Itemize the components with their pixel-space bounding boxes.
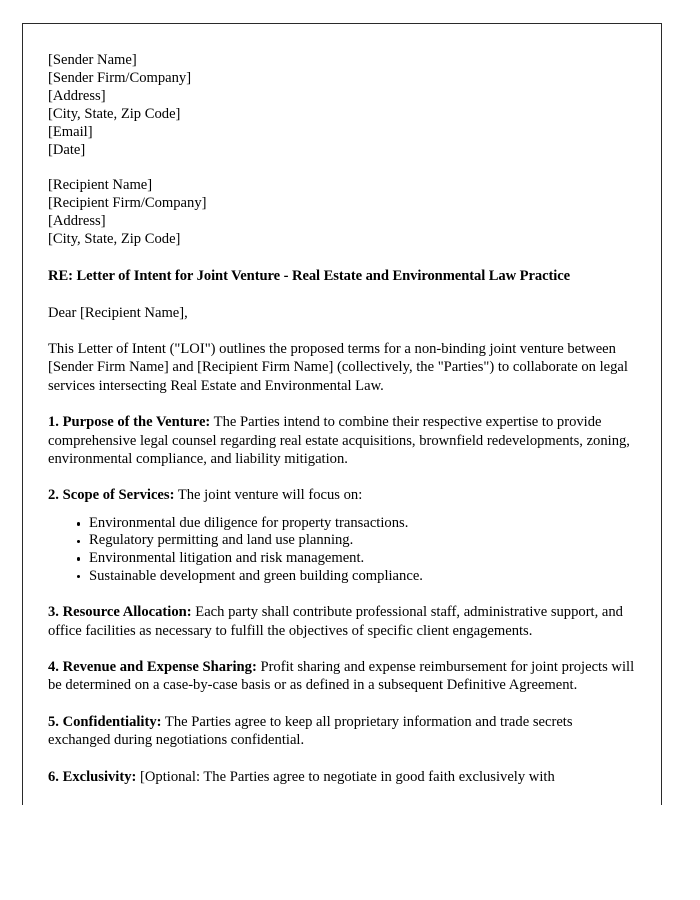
list-item: Environmental litigation and risk management.	[89, 550, 637, 568]
sender-city-state-zip: [City, State, Zip Code]	[48, 106, 181, 123]
section-5-body: The Parties agree to keep all proprietary information and trade secrets exchanged during negotiations confidential.	[48, 713, 573, 749]
sender-name: [Sender Name]	[48, 52, 137, 68]
section-2-heading: 2. Scope of Services:	[48, 487, 175, 504]
scope-of-services-list	[48, 515, 637, 585]
salutation: Dear [Recipient Name],	[48, 304, 188, 321]
section-1-heading: 1. Purpose of the Venture:	[48, 414, 211, 431]
section-scope-of-services	[48, 486, 637, 504]
list-item: Regulatory permitting and land use planning.	[89, 532, 637, 550]
recipient-name: [Recipient Name]	[48, 176, 153, 193]
sender-address-block	[48, 51, 637, 160]
section-4-body: Profit sharing and expense reimbursement for joint projects will be determined on a case-by-case basis or as defined in a subsequent Definitive Agreement.	[48, 658, 635, 694]
section-3-body: Each party shall contribute professional staff, administrative support, and office facilities as necessary to fulfill the objectives of specific client engagements.	[48, 604, 623, 639]
address-block-spacer	[48, 160, 637, 176]
section-confidentiality	[48, 713, 637, 750]
section-6-heading: 6. Exclusivity:	[48, 768, 137, 785]
recipient-firm: [Recipient Firm/Company]	[48, 194, 207, 211]
sender-email: [Email]	[48, 124, 93, 141]
section-4-heading: 4. Revenue and Expense Sharing:	[48, 658, 257, 675]
section-exclusivity	[48, 768, 637, 786]
document-page	[22, 23, 662, 805]
letter-date: [Date]	[48, 142, 86, 159]
subject-line: RE: Letter of Intent for Joint Venture - Real Estate and Environmental Law Practice	[48, 267, 571, 284]
section-resource-allocation	[48, 603, 637, 640]
recipient-address: [Address]	[48, 212, 106, 229]
section-1-body: The Parties intend to combine their respective expertise to provide comprehensive legal counsel regarding real estate acquisitions, brownfield redevelopments, zoning, environmental compliance, and liability mitigation.	[48, 414, 630, 467]
document-content	[23, 24, 661, 786]
list-item: Sustainable development and green building compliance.	[89, 568, 637, 586]
section-3-heading: 3. Resource Allocation:	[48, 604, 192, 621]
recipient-address-block	[48, 176, 637, 248]
sender-address: [Address]	[48, 88, 106, 105]
recipient-city-state-zip: [City, State, Zip Code]	[48, 230, 181, 247]
list-item: Environmental due diligence for property transactions.	[89, 515, 637, 533]
section-purpose-of-the-venture	[48, 413, 637, 468]
intro-paragraph: This Letter of Intent ("LOI") outlines the proposed terms for a non-binding joint venture between [Sender Firm Name] and [Recipient Firm Name] (collectively, the "Parties") to collaborate on legal services intersecting Real Estate and Environmental Law.	[48, 340, 628, 394]
sender-firm: [Sender Firm/Company]	[48, 70, 192, 87]
section-6-body: [Optional: The Parties agree to negotiate in good faith exclusively with	[136, 768, 555, 785]
section-2-body: The joint venture will focus on:	[174, 487, 363, 504]
section-revenue-and-expense-sharing	[48, 658, 637, 695]
section-5-heading: 5. Confidentiality:	[48, 713, 162, 730]
